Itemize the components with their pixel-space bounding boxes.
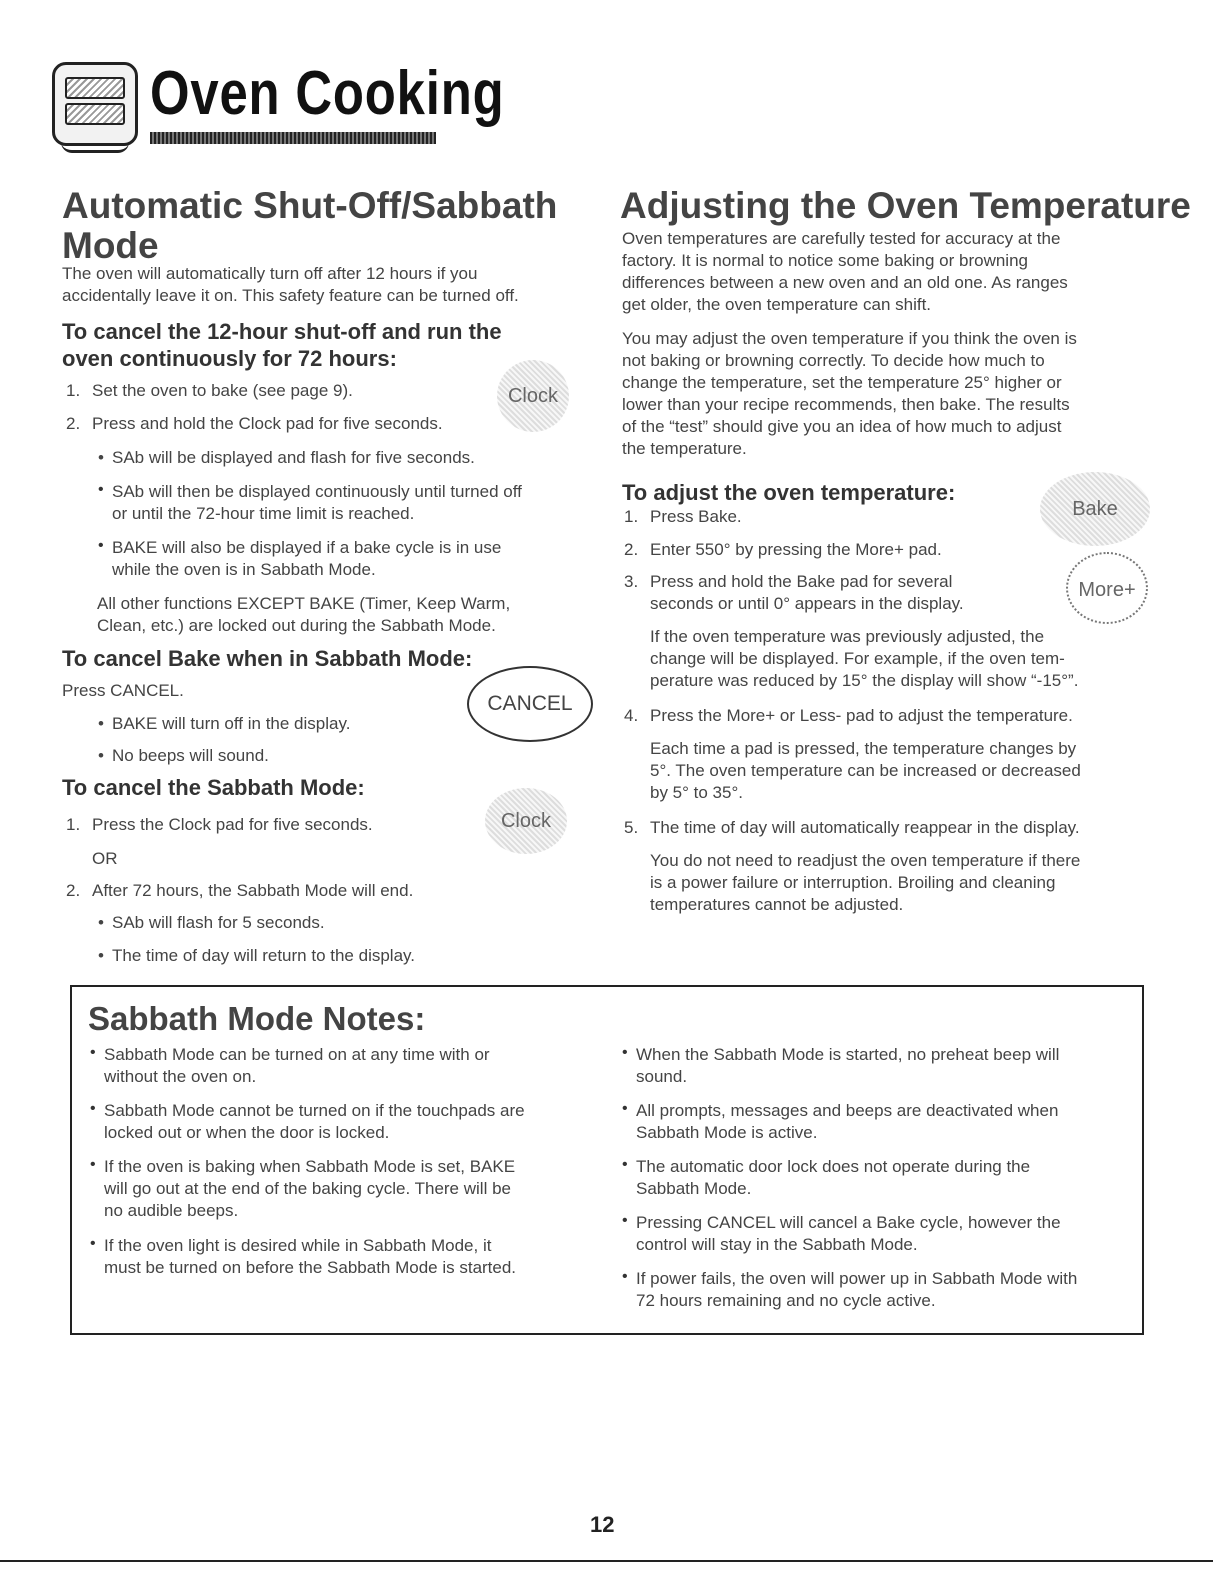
subheading-cancel-12hr: To cancel the 12-hour shut-off and run the oven continuously for 72 hours: bbox=[62, 319, 502, 371]
step-5-note: You do not need to readjust the oven temperature if there is a power failure or interruption. Broiling and cleaning temperatures cannot be adjusted. bbox=[650, 851, 1081, 914]
step-1: 1. Set the oven to bake (see page 9). bbox=[66, 381, 353, 400]
more-pad: More+ bbox=[1066, 552, 1148, 624]
bullet: • SAb will then be displayed continuously until turned off or until the 72-hour time limit is reached. bbox=[112, 481, 592, 525]
left-section bbox=[62, 186, 602, 266]
note-item: • If the oven light is desired while in Sabbath Mode, it must be turned on before the Sabbath Mode is started. bbox=[104, 1235, 584, 1279]
clock-pad: Clock bbox=[497, 360, 569, 432]
bullet: • SAb will be displayed and flash for five seconds. bbox=[112, 447, 592, 469]
cancel-pad: CANCEL bbox=[467, 666, 593, 742]
section-title-temperature: Adjusting the Oven Temperature bbox=[620, 185, 1191, 226]
step-2: 2. Press and hold the Clock pad for five seconds. bbox=[66, 414, 443, 433]
intro-line: The oven will automatically turn off after 12 hours if you bbox=[62, 264, 478, 283]
page-number: 12 bbox=[590, 1512, 615, 1537]
header-rule bbox=[150, 132, 436, 144]
subheading-cancel-bake: To cancel Bake when in Sabbath Mode: bbox=[62, 646, 473, 671]
step-5: 5. The time of day will automatically reappear in the display. bbox=[624, 818, 1080, 837]
note-item: • When the Sabbath Mode is started, no preheat beep will sound. bbox=[636, 1044, 1136, 1088]
note-item: • The automatic door lock does not operate during the Sabbath Mode. bbox=[636, 1156, 1136, 1200]
note-item: • If power fails, the oven will power up in Sabbath Mode with 72 hours remaining and no cycle active. bbox=[636, 1268, 1136, 1312]
bullet: • The time of day will return to the display. bbox=[112, 945, 415, 967]
note-item: • If the oven is baking when Sabbath Mode is set, BAKE will go out at the end of the baking cycle. There will be no audible beeps. bbox=[104, 1156, 584, 1222]
note-item: • Sabbath Mode can be turned on at any time with or without the oven on. bbox=[104, 1044, 584, 1088]
clock-pad: Clock bbox=[485, 788, 567, 854]
intro-line: accidentally leave it on. This safety feature can be turned off. bbox=[62, 286, 519, 305]
bake-pad: Bake bbox=[1040, 472, 1150, 546]
step-3-note: If the oven temperature was previously adjusted, the change will be displayed. For example, if the oven tem- perature was reduced by 15° the display will show “-15°”. bbox=[650, 627, 1079, 690]
lockout-note: All other functions EXCEPT BAKE (Timer, Keep Warm, Clean, etc.) are locked out during the Sabbath Mode. bbox=[97, 594, 511, 635]
section-title-sabbath: Automatic Shut-Off/Sabbath Mode bbox=[62, 185, 558, 266]
step-2: 2. Enter 550° by pressing the More+ pad. bbox=[624, 540, 942, 559]
temp-intro: Oven temperatures are carefully tested for accuracy at the factory. It is normal to notice some baking or browning differences between a new oven and an old one. As ranges get older, the oven temperature can shift. bbox=[622, 229, 1068, 314]
notes-title: Sabbath Mode Notes: bbox=[88, 1000, 426, 1037]
or-text: OR bbox=[92, 849, 118, 868]
bullet: • SAb will flash for 5 seconds. bbox=[112, 912, 325, 934]
subheading-adjust-temp: To adjust the oven temperature: bbox=[622, 480, 956, 505]
step-2: 2. After 72 hours, the Sabbath Mode will end. bbox=[66, 881, 414, 900]
step-1: 1. Press the Clock pad for five seconds. bbox=[66, 815, 373, 834]
step-4: 4. Press the More+ or Less- pad to adjust the temperature. bbox=[624, 706, 1073, 725]
page-header-title: Oven Cooking bbox=[150, 59, 505, 128]
step-3: 3. Press and hold the Bake pad for several seconds or until 0° appears in the display. bbox=[624, 572, 964, 613]
left-intro bbox=[62, 263, 602, 307]
press-cancel: Press CANCEL. bbox=[62, 681, 184, 700]
step-4-note: Each time a pad is pressed, the temperature changes by 5°. The oven temperature can be increased or decreased by 5° to 35°. bbox=[650, 739, 1081, 802]
bullet: • BAKE will also be displayed if a bake cycle is in use while the oven is in Sabbath Mode. bbox=[112, 537, 592, 581]
temp-paragraph: You may adjust the oven temperature if you think the oven is not baking or browning correctly. To decide how much to change the temperature, set the temperature 25° higher or lower than your recipe recommends, then bake. The results of the “test” should give you an idea of how much to adjust the temperature. bbox=[622, 329, 1077, 458]
bullet: • BAKE will turn off in the display. bbox=[112, 713, 350, 735]
note-item: • Sabbath Mode cannot be turned on if the touchpads are locked out or when the door is locked. bbox=[104, 1100, 584, 1144]
note-item: • Pressing CANCEL will cancel a Bake cycle, however the control will stay in the Sabbath Mode. bbox=[636, 1212, 1136, 1256]
bullet: • No beeps will sound. bbox=[112, 745, 269, 767]
note-item: • All prompts, messages and beeps are deactivated when Sabbath Mode is active. bbox=[636, 1100, 1136, 1144]
oven-icon bbox=[52, 62, 138, 146]
bottom-rule bbox=[0, 1560, 1213, 1562]
subheading-cancel-sabbath: To cancel the Sabbath Mode: bbox=[62, 775, 365, 800]
step-1: 1. Press Bake. bbox=[624, 507, 742, 526]
